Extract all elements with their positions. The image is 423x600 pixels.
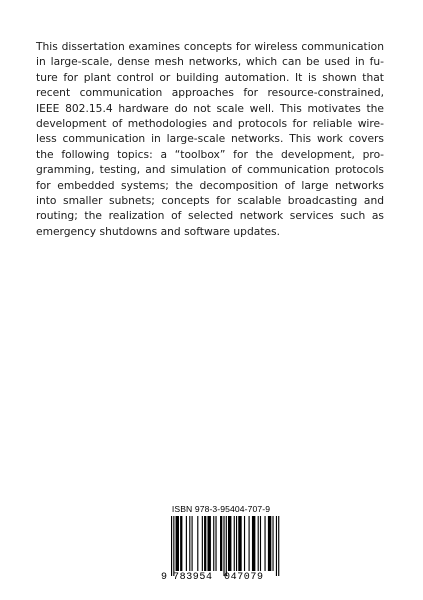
barcode-bar: [272, 516, 273, 571]
barcode-guard-bar: [226, 516, 227, 576]
barcode-bar: [213, 516, 214, 571]
barcode-bar: [234, 516, 235, 571]
barcode-bar: [252, 516, 255, 571]
barcode-bar: [192, 516, 193, 571]
barcode-bar: [204, 516, 206, 571]
isbn-label: ISBN 978-3-95404-707-9: [171, 504, 271, 514]
isbn-barcode-block: [161, 504, 281, 584]
barcode-right-digits: 047079: [224, 572, 264, 583]
barcode-left-digits: 783954: [173, 572, 213, 583]
barcode-bar: [228, 516, 231, 571]
barcode-bar: [215, 516, 216, 571]
barcode-bar: [189, 516, 190, 571]
barcode-bar: [207, 516, 210, 571]
barcode-guard-bar: [223, 516, 224, 576]
barcode-bar: [197, 516, 198, 571]
barcode-guard-bar: [278, 516, 279, 576]
barcode-guard-bar: [276, 516, 277, 576]
barcode-bar: [220, 516, 222, 571]
barcode-bar: [260, 516, 261, 571]
barcode-bar: [238, 516, 241, 571]
barcode-bar: [258, 516, 259, 571]
barcode-guard-bar: [173, 516, 174, 576]
barcode-bar: [236, 516, 237, 571]
abstract-text: This dissertation examines concepts for wireless communication in large-scale, dense mesh networks, which can be used in future for plant control or building automation. It is shown that recent communication approaches for resource-constrained, IEEE 802.15.4 hardware do not scale well. This motivates the development of methodologies and protocols for reliable wireless communication in large-scale networks. This work covers the following topics: a “toolbox” for the development, programming, testing, and simulation of communication protocols for embedded systems; the decomposition of large networks into smaller subnets; concepts for scalable broadcasting and routing; the realization of selected network services such as emergency shutdowns and software updates.: [36, 40, 384, 238]
barcode-bar: [180, 516, 182, 571]
barcode-lead-digit: 9: [161, 572, 168, 583]
barcode-bar: [186, 516, 187, 571]
barcode-digits: [161, 572, 281, 584]
barcode-guard-bar: [171, 516, 172, 576]
barcode-bar: [264, 516, 265, 571]
barcode-bar: [268, 516, 271, 571]
barcode-bar: [176, 516, 179, 571]
barcode-bar: [249, 516, 250, 571]
barcode-bar: [202, 516, 203, 571]
barcode-bar: [244, 516, 245, 571]
